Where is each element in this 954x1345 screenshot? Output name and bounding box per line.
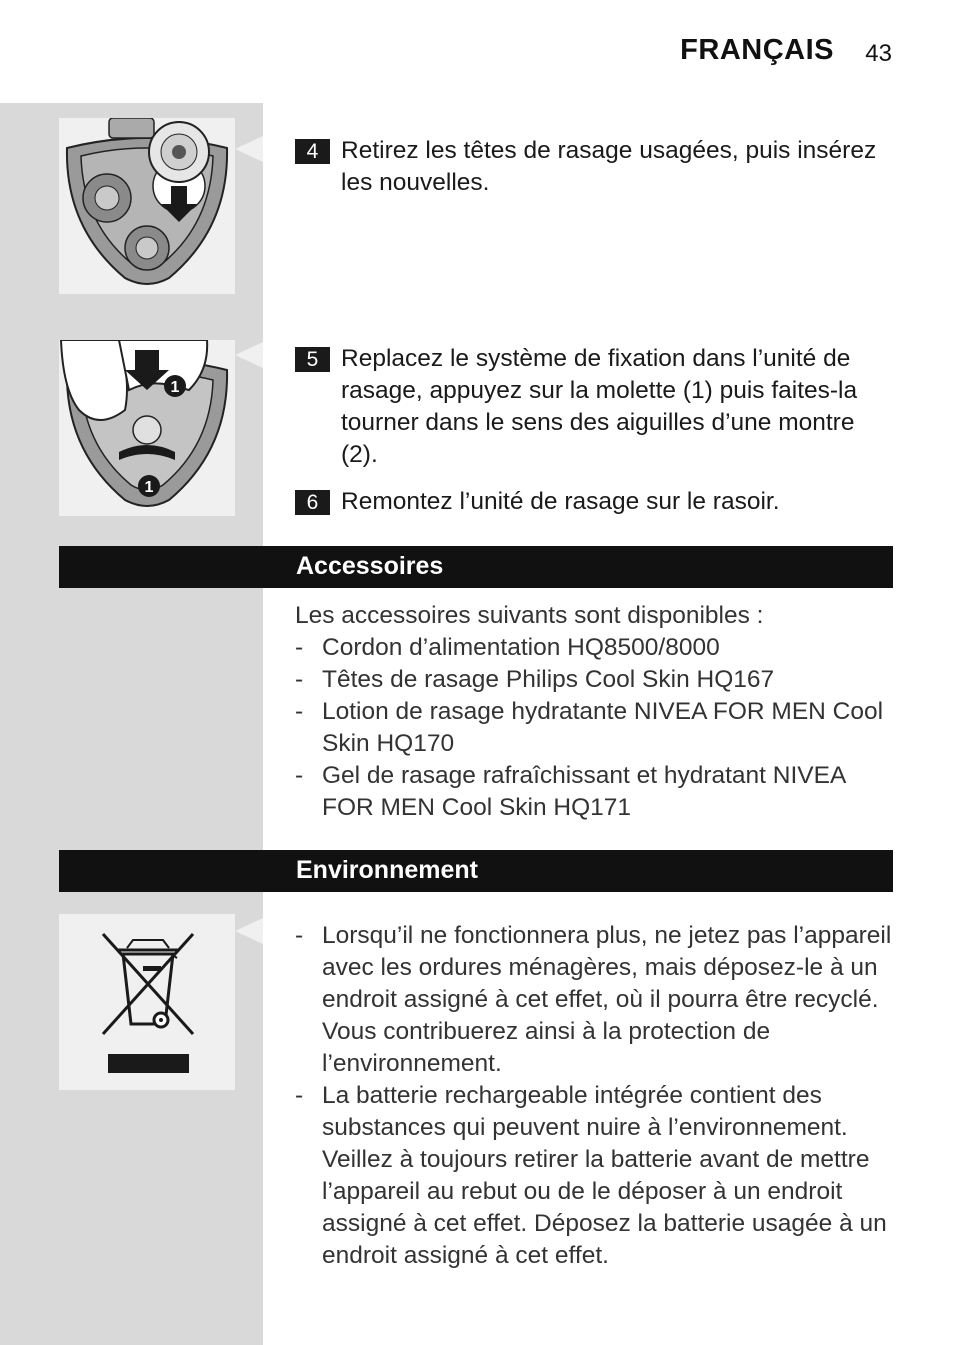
figure-pointer [235,342,263,368]
section-heading-environment [59,850,893,892]
list-item: - Lorsqu’il ne fonctionnera plus, ne jetez pas l’appareil avec les ordures ménagères, mais déposez-le à un endroit assigné à cet effet, où il pourra être recyclé. Vous contribuerez ainsi à la protection de l’environnement. [295,920,895,1080]
list-item: - Têtes de rasage Philips Cool Skin HQ167 [295,664,895,696]
list-item: - La batterie rechargeable intégrée contient des substances qui peuvent nuire à l’environnement. Veillez à toujours retirer la batterie avant de mettre l’appareil au rebut ou de le déposer à un endroit assigné à cet effet. Déposez la batterie usagée à un endroit assigné à cet effet. [295,1080,895,1272]
accessories-list [295,632,895,824]
figure-pointer [235,136,263,162]
step-text: Retirez les têtes de rasage usagées, puis insérez les nouvelles. [341,137,877,196]
environment-list [295,920,895,1272]
list-item: - Cordon d’alimentation HQ8500/8000 [295,632,895,664]
shaving-unit-retaining-frame-icon [59,340,235,516]
accessories-content [295,600,895,824]
callout-label: 1 [170,379,180,396]
step-number-badge: 4 [295,139,330,164]
step-text: Replacez le système de fixation dans l’unité de rasage, appuyez sur la molette (1) puis faites-la tourner dans le sens des aiguilles d’une montre (2). [341,345,858,468]
section-heading-accessories [59,546,893,588]
step-number-badge: 6 [295,490,330,515]
shaving-unit-replace-heads-icon [59,118,235,294]
page-language-header: FRANÇAIS [680,34,834,66]
list-item: - Gel de rasage rafraîchissant et hydratant NIVEA FOR MEN Cool Skin HQ171 [295,760,895,824]
environment-content [295,920,895,1272]
figure-pointer [235,918,263,944]
callout-label: 1 [144,479,154,496]
section-heading-text: Accessoires [296,552,444,580]
step-6 [295,486,895,518]
step-5 [295,343,895,471]
step-number-badge: 5 [295,347,330,372]
page-number: 43 [865,40,892,67]
section-heading-text: Environnement [296,856,478,884]
list-item: - Lotion de rasage hydratante NIVEA FOR MEN Cool Skin HQ170 [295,696,895,760]
step-text: Remontez l’unité de rasage sur le rasoir. [341,488,780,515]
step-4 [295,135,895,199]
accessories-intro: Les accessoires suivants sont disponibles : [295,602,764,629]
crossed-out-wheelie-bin-icon [59,914,235,1090]
